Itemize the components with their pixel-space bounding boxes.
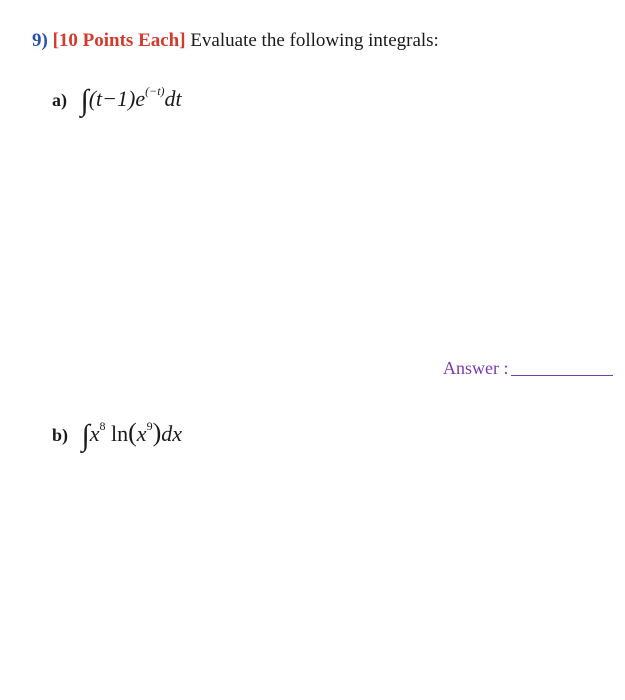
problem-a-label: a) [52,90,67,110]
problem-b-differential: dx [161,421,182,446]
instruction-text: Evaluate the following integrals: [190,30,439,51]
problem-b-function: ln [111,421,129,446]
close-paren: ) [152,418,162,447]
question-header [32,30,439,52]
problem-b [52,418,182,453]
problem-b-base: x [89,421,100,446]
integral-sign-icon: ∫ [81,419,90,452]
problem-b-power1: 8 [99,419,106,433]
problem-a [52,84,182,118]
problem-b-power2: 9 [146,419,153,433]
question-number: 9) [32,30,48,51]
answer-field [443,358,613,379]
problem-b-inner-base: x [136,421,147,446]
problem-a-expression: (t−1)e [88,86,146,111]
answer-blank[interactable] [511,375,613,376]
problem-a-exponent: (−t) [145,84,165,98]
answer-label: Answer : [443,358,509,378]
points-label: [10 Points Each] [52,30,186,51]
integral-sign-icon: ∫ [80,84,89,117]
problem-a-differential: dt [164,86,182,111]
problem-b-label: b) [52,425,69,445]
open-paren: ( [128,418,137,447]
